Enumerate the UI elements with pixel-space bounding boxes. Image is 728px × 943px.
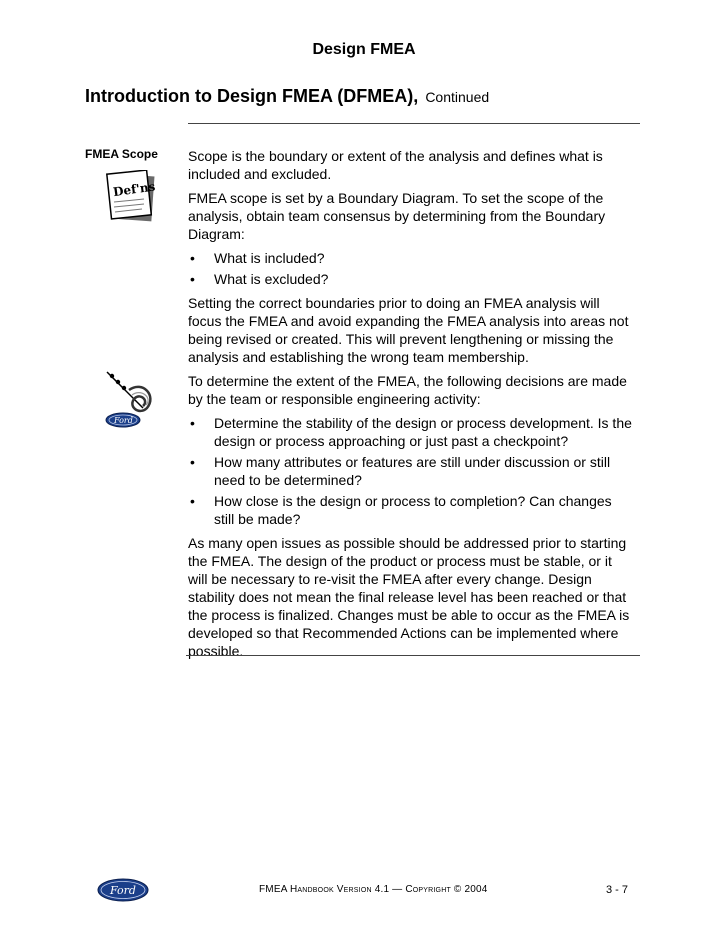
list-item: • What is included? [190,250,325,266]
footer-logo-text: Ford [110,884,136,897]
bullet-glyph: • [190,493,195,509]
side-label-fmea-scope: FMEA Scope [85,147,158,161]
extent-paragraph-2: As many open issues as possible should be addressed prior to starting the FMEA. The design of the product or process must be stable, or it will be necessary to re-visit the FMEA after every change. Design stability does not mean the final release level has been reached or that the process is finalized. Changes must be able to occur as the FMEA is developed so that Recommended Actions can be implemented where possible. [188,535,630,659]
ford-logo-text: Ford [114,416,133,425]
bullet-glyph: • [190,415,195,431]
ford-logo-icon [97,878,149,902]
scope-paragraph-3: Setting the correct boundaries prior to doing an FMEA analysis will focus the FMEA and avoid expanding the FMEA analysis into areas not being revised or created. This will prevent lengthening or missing the analysis and establishing the wrong team membership. [188,295,629,365]
scope-block [188,147,632,372]
bullet-glyph: • [190,271,195,287]
paperclip-ford-icon [103,368,163,428]
extent-paragraph-1: To determine the extent of the FMEA, the following decisions are made by the team or responsible engineering activity: [188,373,627,407]
defns-icon [106,170,156,222]
section-title [85,86,489,107]
scope-paragraph-2: FMEA scope is set by a Boundary Diagram. To set the scope of the analysis, obtain team consensus by determining from the Boundary Diagram: [188,190,606,242]
section-title-text: Introduction to Design FMEA (DFMEA), [85,86,419,106]
extent-block [188,372,632,666]
page-number: 3 - 7 [606,884,629,896]
bullet-glyph: • [190,250,195,266]
list-item: • Determine the stability of the design or process development. Is the design or process approaching or just past a checkpoint? [190,415,632,449]
bullet-glyph: • [190,454,195,470]
continued-label: Continued [425,89,490,105]
top-rule [188,123,640,124]
list-item: • What is excluded? [190,271,329,287]
scope-bullet-list [188,249,632,288]
bottom-rule [186,655,640,656]
page-header: Design FMEA [312,41,416,58]
footer-handbook-text: FMEA Handbook Version 4.1 — Copyright © 2004 [259,884,488,895]
list-item: • How close is the design or process to completion? Can changes still be made? [190,493,612,527]
extent-bullet-list [188,414,632,528]
scope-paragraph-1: Scope is the boundary or extent of the analysis and defines what is included and excluded. [188,148,603,182]
svg-text:Def'ns: Def'ns [112,179,156,200]
list-item: • How many attributes or features are still under discussion or still need to be determined? [190,454,611,488]
